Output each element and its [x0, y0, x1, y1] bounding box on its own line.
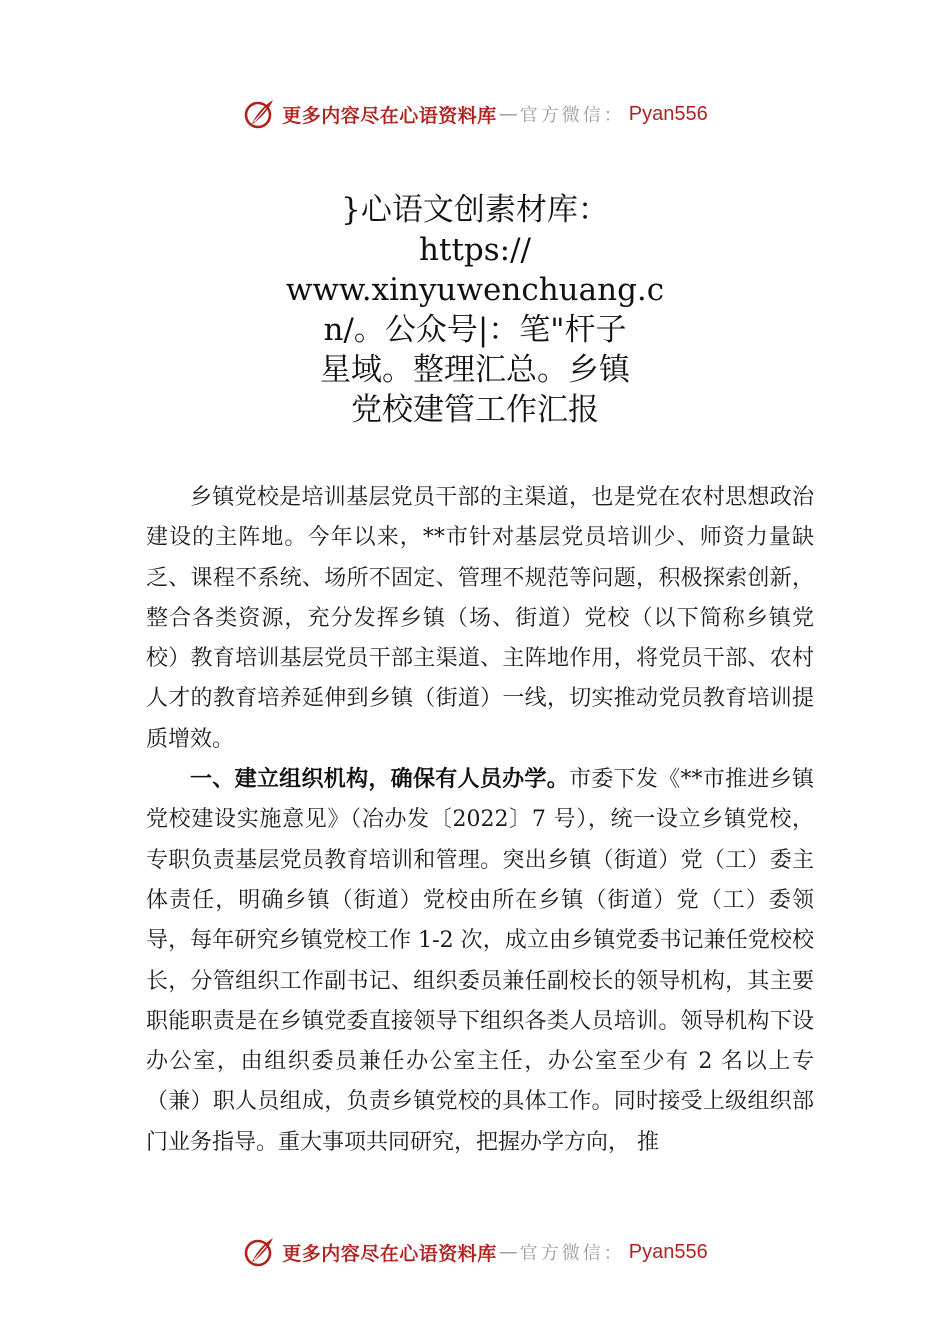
banner-main-text: 更多内容尽在心语资料库 — [282, 104, 497, 127]
banner-main-text: 更多内容尽在心语资料库 — [282, 1242, 497, 1265]
header-banner — [0, 94, 950, 134]
title-line: 党校建管工作汇报 — [351, 392, 599, 428]
banner-dash: — — [498, 1241, 518, 1263]
banner-wechat-label: 官方微信： — [519, 105, 625, 126]
quill-pen-logo-icon — [242, 97, 276, 131]
banner-wechat-id: Pyan556 — [628, 1240, 708, 1263]
title-line: www.xinyuwenchuang.c — [285, 272, 665, 308]
title-line: https:// — [419, 232, 531, 268]
title-line: 星域。整理汇总。乡镇 — [320, 352, 630, 388]
section-one-paragraph — [146, 760, 814, 1163]
section-one-heading: 一、建立组织机构，确保有人员办学。 — [190, 767, 570, 793]
document-title — [250, 190, 700, 430]
banner-wechat-id: Pyan556 — [628, 102, 708, 125]
quill-pen-logo-icon — [242, 1235, 276, 1269]
section-one-text: 市委下发《**市推进乡镇党校建设实施意见》（冶办发〔2022〕7 号），统一设立乡镇党校，专职负责基层党员教育培训和管理。突出乡镇（街道）党（工）委主体责任，明确乡镇（街道）党校由所在乡镇（街道）党（工）委领导，每年研究乡镇党校工作 1-2 次，成立由乡镇党委书记兼任党校校长，分管组织工作副书记、组织委员兼任副校长的领导机构，其主要职能职责是在乡镇党委直接领导下组织各类人员培训。领导机构下设办公室，由组织委员兼任办公室主任，办公室至少有 2 名以上专（兼）职人员组成，负责乡镇党校的具体工作。同时接受上级组织部门业务指导。重大事项共同研究，把握办学方向， 推 — [146, 767, 814, 1155]
title-line: n/。公众号|：笔"杆子 — [323, 312, 627, 348]
document-body — [146, 478, 814, 1163]
intro-paragraph: 乡镇党校是培训基层党员干部的主渠道，也是党在农村思想政治建设的主阵地。今年以来，**市针对基层党员培训少、师资力量缺乏、课程不系统、场所不固定、管理不规范等问题，积极探索创新，整合各类资源，充分发挥乡镇（场、街道）党校（以下简称乡镇党校）教育培训基层党员干部主渠道、主阵地作用，将党员干部、农村人才的教育培养延伸到乡镇（街道）一线，切实推动党员教育培训提质增效。 — [146, 485, 814, 752]
footer-banner — [0, 1232, 950, 1272]
banner-dash: — — [498, 103, 518, 125]
banner-wechat-label: 官方微信： — [519, 1243, 625, 1264]
title-line: }心语文创素材库： — [341, 192, 609, 228]
